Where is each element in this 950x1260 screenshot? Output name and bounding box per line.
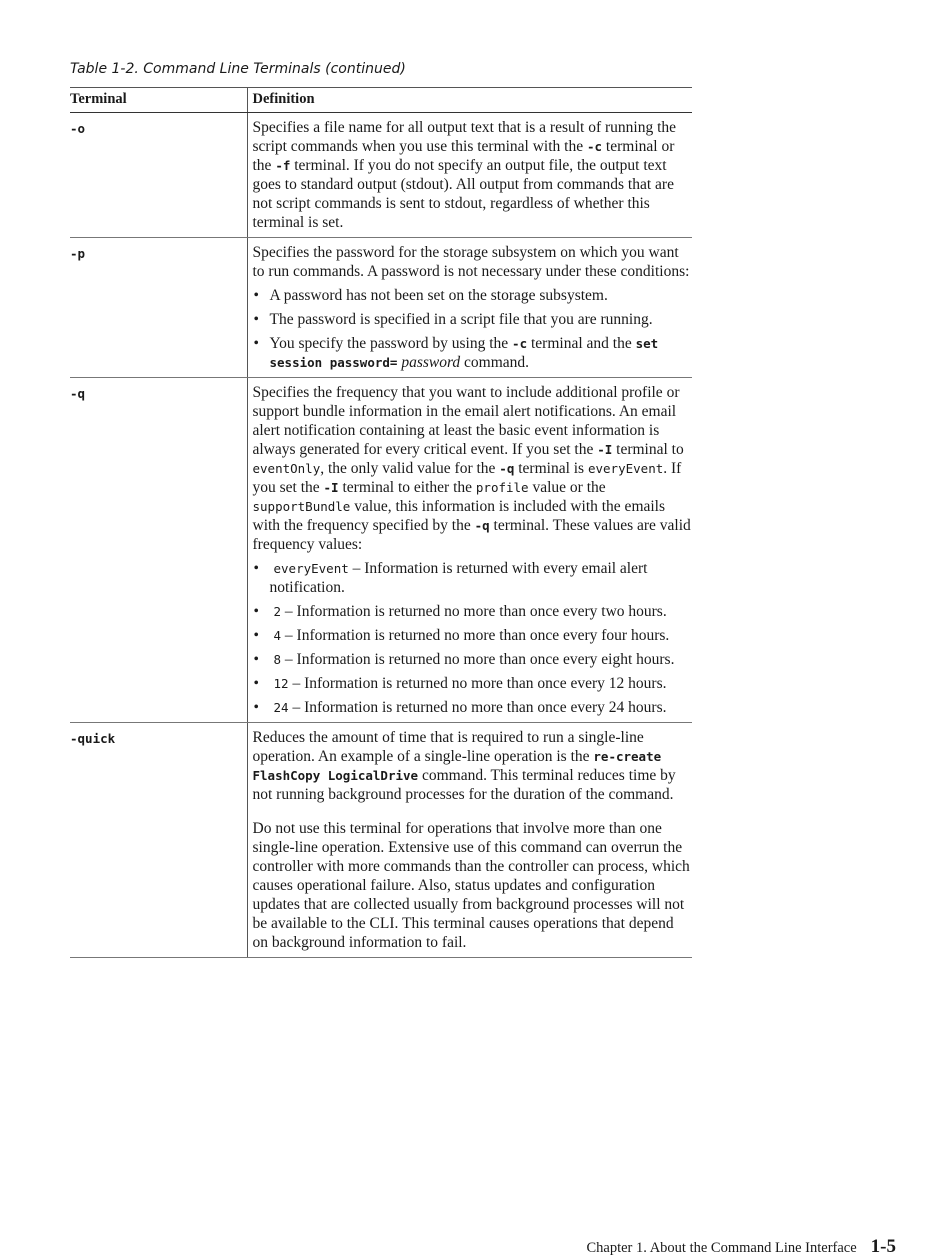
terminal-cell: -p bbox=[70, 238, 247, 378]
list-item bbox=[253, 626, 693, 645]
list-item bbox=[253, 334, 693, 372]
code-value: 2 bbox=[273, 604, 282, 619]
terminal-cell: -quick bbox=[70, 723, 247, 958]
text-run: – Information is returned no more than once every 12 hours. bbox=[288, 675, 667, 692]
text-run: terminal. These values are valid frequency values: bbox=[252, 517, 691, 553]
definition-cell bbox=[247, 113, 692, 238]
frequency-list bbox=[253, 559, 693, 717]
text-run: – Information is returned with every email alert notification. bbox=[269, 560, 648, 596]
code-value: profile bbox=[475, 480, 529, 495]
definition-cell bbox=[247, 723, 692, 958]
list-item bbox=[253, 674, 693, 693]
table-row-p bbox=[70, 238, 692, 378]
chapter-title: Chapter 1. About the Command Line Interface bbox=[586, 1240, 857, 1256]
text-run: Specifies the frequency that you want to include additional profile or support bundle information in the email alert notifications. An email alert notification containing at least the basic event information is always generated for every critical event. If you set the bbox=[252, 384, 680, 458]
list-item bbox=[253, 650, 693, 669]
definition-text: Specifies the password for the storage subsystem on which you want to run commands. A password is not necessary under these conditions: bbox=[252, 244, 690, 280]
list-item: • A password has not been set on the storage subsystem. bbox=[253, 286, 693, 305]
text-run: , the only valid value for the bbox=[320, 460, 500, 477]
code-command: re-create FlashCopy LogicalDrive bbox=[252, 749, 662, 783]
code-terminal: -f bbox=[275, 158, 291, 173]
code-value: supportBundle bbox=[252, 499, 351, 514]
code-value: 12 bbox=[273, 676, 289, 691]
text-run: value, this information is included with the emails with the frequency specified by the bbox=[252, 498, 666, 534]
text-run: command. bbox=[460, 354, 530, 371]
table-header-row bbox=[70, 88, 692, 113]
text-run: Reduces the amount of time that is required to run a single-line operation. An example of a single-line operation is the bbox=[252, 729, 644, 765]
code-terminal: -I bbox=[597, 442, 613, 457]
code-value: everyEvent bbox=[273, 561, 349, 576]
code-terminal: -c bbox=[586, 139, 603, 154]
text-run: Specifies a file name for all output text that is a result of running the script commands when you use this terminal with the bbox=[252, 119, 677, 155]
page-footer bbox=[586, 1236, 896, 1258]
definition-cell bbox=[247, 378, 692, 723]
text-run: terminal. If you do not specify an output file, the output text goes to standard output (stdout). All output from commands that are not script commands is sent to stdout, regardless of whether this terminal is set. bbox=[252, 157, 674, 231]
code-value: 24 bbox=[273, 700, 289, 715]
code-value: everyEvent bbox=[587, 461, 664, 476]
table-row-o bbox=[70, 113, 692, 238]
text-run: terminal to either the bbox=[338, 479, 476, 496]
text-run: terminal or the bbox=[252, 138, 675, 174]
column-header-terminal: Terminal bbox=[70, 88, 247, 113]
list-item bbox=[253, 559, 693, 597]
italic-parameter: password bbox=[401, 354, 461, 371]
text-run: terminal to bbox=[612, 441, 684, 458]
command-line-terminals-table bbox=[70, 87, 692, 958]
definition-text bbox=[253, 118, 693, 232]
text-run: – Information is returned no more than once every eight hours. bbox=[281, 651, 675, 668]
column-header-definition: Definition bbox=[247, 88, 692, 113]
code-terminal: -c bbox=[512, 336, 528, 351]
text-run: terminal and the bbox=[527, 335, 636, 352]
code-value: eventOnly bbox=[252, 461, 321, 476]
list-item bbox=[253, 698, 693, 717]
text-run: – Information is returned no more than once every two hours. bbox=[281, 603, 667, 620]
page-number: 1-5 bbox=[870, 1236, 896, 1257]
text-run: terminal is bbox=[514, 460, 588, 477]
table-caption: Table 1-2. Command Line Terminals (continued) bbox=[70, 61, 406, 77]
text-run: – Information is returned no more than once every four hours. bbox=[281, 627, 670, 644]
text-run: . If you set the bbox=[252, 460, 682, 496]
text-run: – Information is returned no more than once every 24 hours. bbox=[288, 699, 667, 716]
definition-text: Do not use this terminal for operations that involve more than one single-line operation. Extensive use of this command can overrun the controller with more commands than the controller can process, which causes operational failure. Also, status updates and configuration updates that are collected usually from background processes will not be available to the CLI. This terminal causes operations that depend on background information to fail. bbox=[252, 820, 690, 951]
code-terminal: -I bbox=[323, 480, 339, 495]
table-row-quick bbox=[70, 723, 692, 958]
list-item: • The password is specified in a script file that you are running. bbox=[253, 310, 693, 329]
code-terminal: -q bbox=[474, 518, 490, 533]
terminal-cell: -o bbox=[70, 113, 247, 238]
table-row-q bbox=[70, 378, 692, 723]
text-run: command. This terminal reduces time by not running background processes for the duration of the command. bbox=[252, 767, 676, 803]
text-run: value or the bbox=[528, 479, 606, 496]
definition-text bbox=[253, 383, 693, 554]
text-run: You specify the password by using the bbox=[269, 335, 513, 352]
definition-cell bbox=[247, 238, 692, 378]
code-value: 8 bbox=[273, 652, 282, 667]
definition-text bbox=[253, 728, 693, 804]
code-terminal: -q bbox=[499, 461, 515, 476]
list-item bbox=[253, 602, 693, 621]
code-value: 4 bbox=[273, 628, 282, 643]
terminal-cell: -q bbox=[70, 378, 247, 723]
condition-list bbox=[253, 286, 693, 372]
code-command: set session password= bbox=[269, 336, 659, 370]
